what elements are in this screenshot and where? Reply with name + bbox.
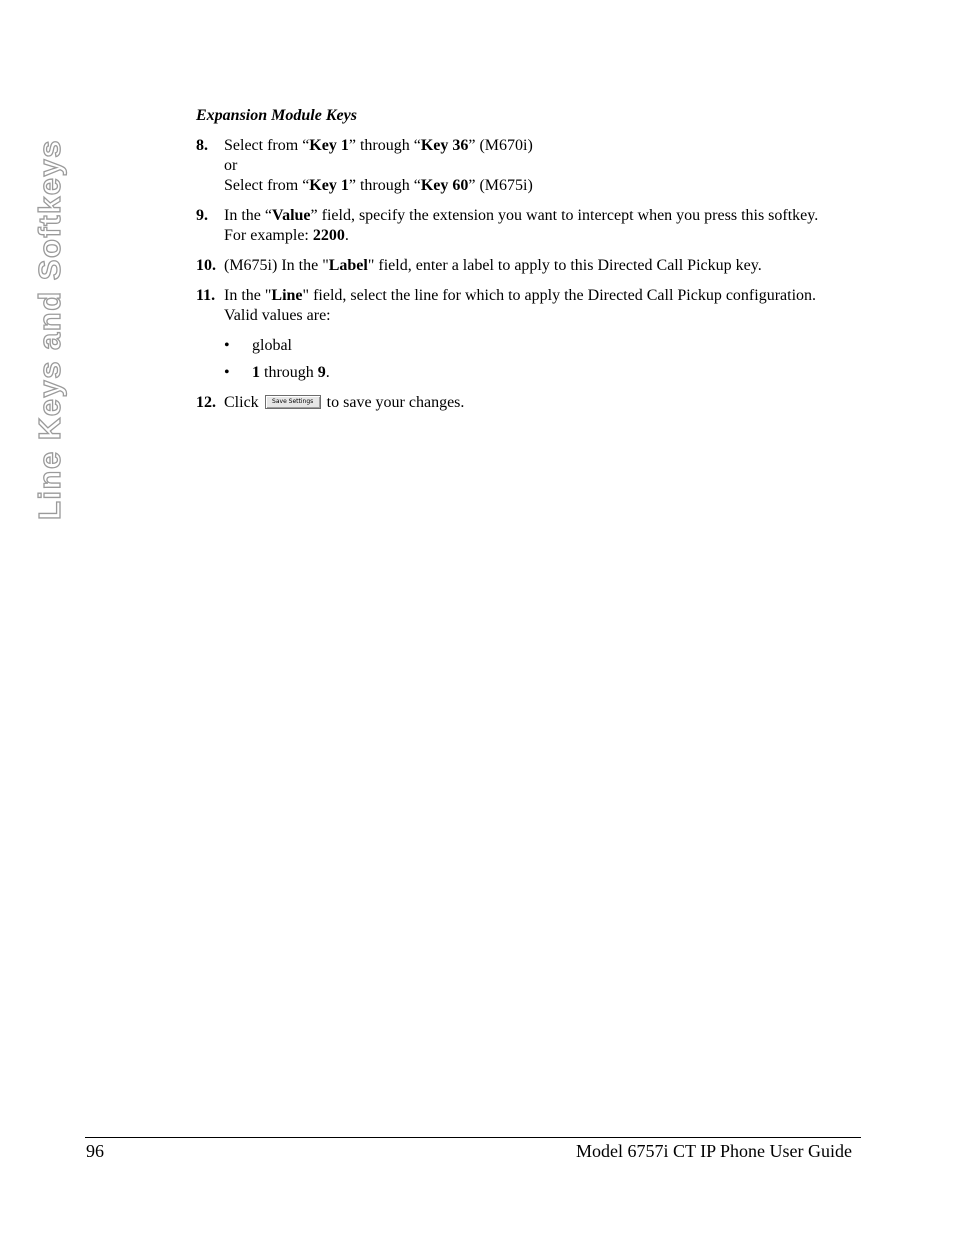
step-line: In the "Line" field, select the line for which to apply the Directed Call Pickup configuration. — [224, 287, 817, 304]
step-9 — [196, 206, 866, 246]
guide-title: Model 6757i CT IP Phone User Guide — [576, 1141, 852, 1161]
list-item: • global — [224, 337, 292, 354]
step-line: Select from “Key 1” through “Key 60” (M675i) — [224, 177, 533, 194]
page-content — [196, 106, 866, 423]
step-line: (M675i) In the "Label" field, enter a label to apply to this Directed Call Pickup key. — [224, 257, 762, 274]
step-11 — [196, 286, 866, 383]
bullet-icon: • — [224, 337, 230, 354]
step-line: Select from “Key 1” through “Key 36” (M670i) — [224, 137, 533, 154]
side-tab-title: Line Keys and Softkeys — [32, 138, 67, 520]
step-line: or — [224, 157, 238, 174]
step-number: 10. — [196, 257, 216, 274]
step-number: 9. — [196, 207, 208, 224]
step-10 — [196, 256, 866, 276]
section-heading: Expansion Module Keys — [196, 107, 357, 124]
save-settings-button[interactable]: Save Settings — [265, 395, 321, 409]
step-number: 12. — [196, 394, 216, 411]
step-line: Click Save Settings to save your changes. — [224, 394, 465, 411]
step-8 — [196, 136, 866, 196]
list-item: • 1 through 9. — [224, 364, 330, 381]
page-number: 96 — [86, 1141, 104, 1161]
step-line: In the “Value” field, specify the extension you want to intercept when you press this softkey. — [224, 207, 819, 224]
footer-divider — [85, 1137, 861, 1138]
step-12 — [196, 393, 866, 413]
step-line: For example: 2200. — [224, 227, 349, 244]
step-number: 8. — [196, 137, 208, 154]
valid-values-list — [224, 336, 866, 383]
step-line: Valid values are: — [224, 307, 331, 324]
bullet-icon: • — [224, 364, 230, 381]
step-number: 11. — [196, 287, 216, 304]
